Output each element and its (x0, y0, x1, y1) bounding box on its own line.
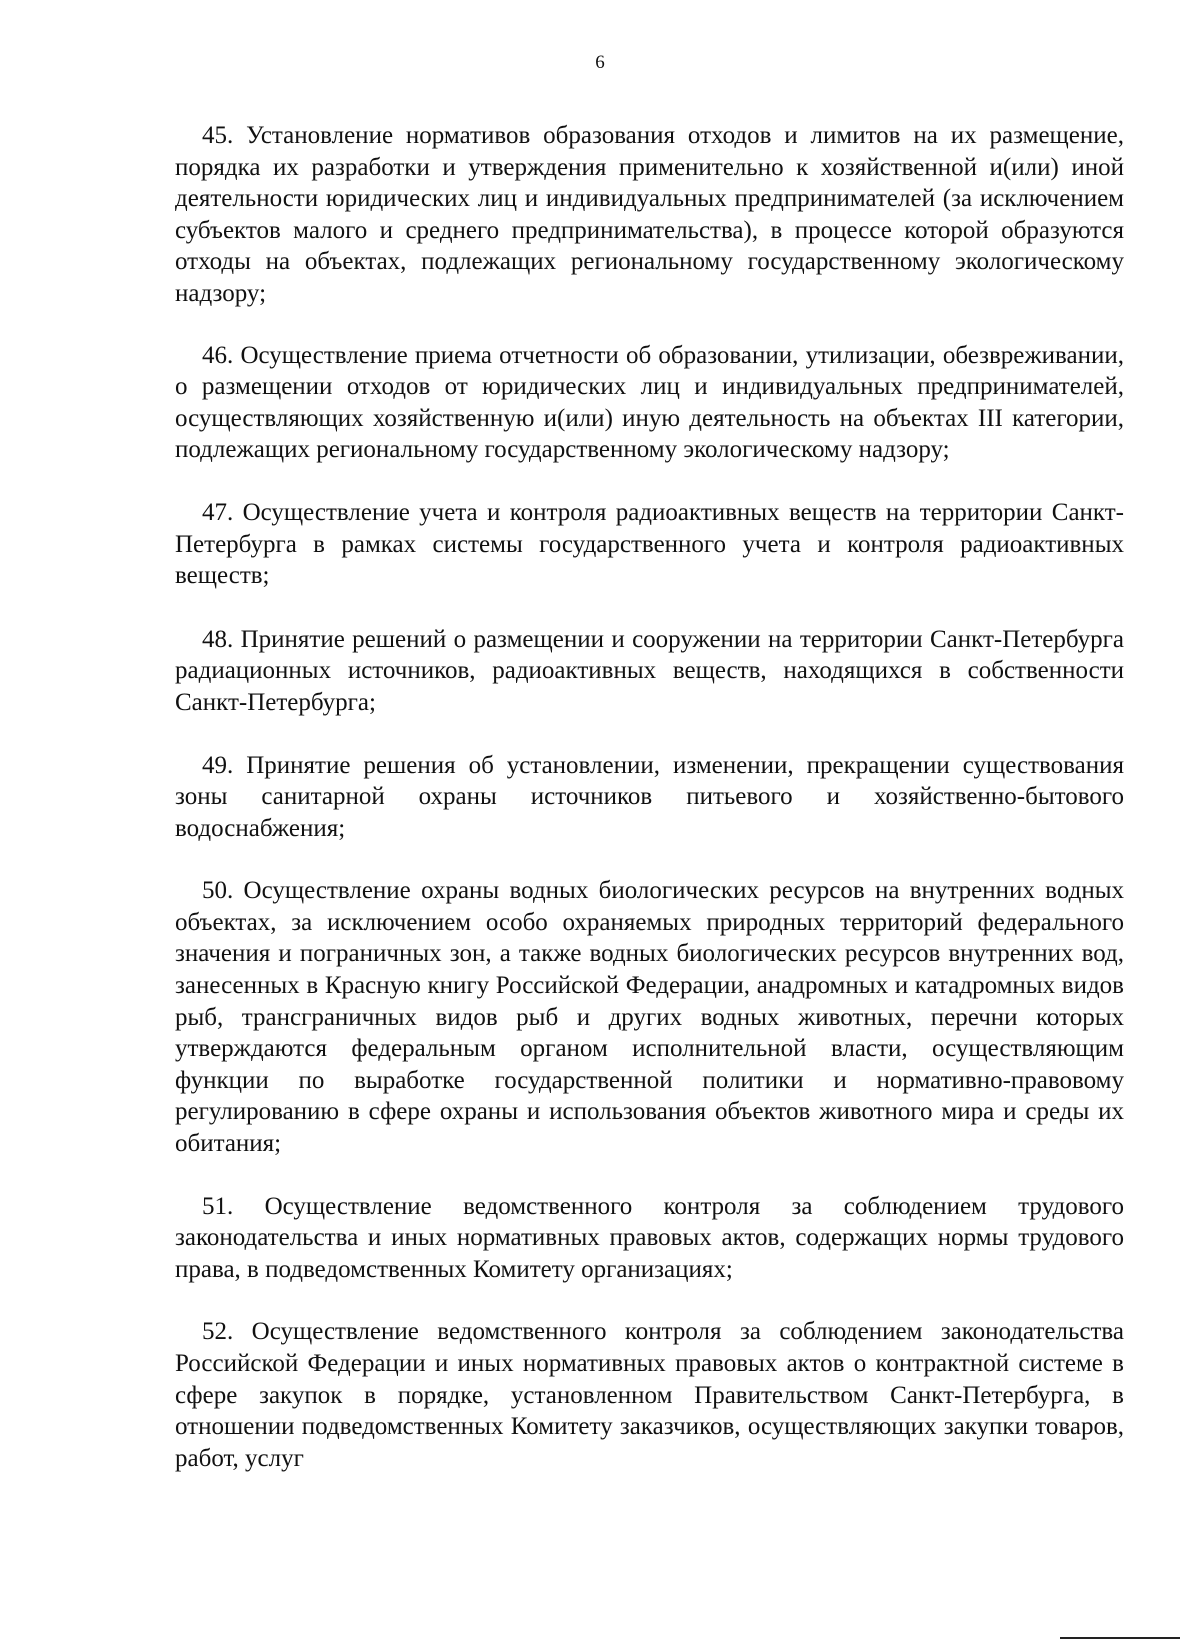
page-number: 6 (595, 52, 605, 73)
paragraph-49: 49. Принятие решения об установлении, изменении, прекращении существования зоны санитарной охраны источников питьевого и хозяйственно-бытового водоснабжения; (175, 751, 1124, 842)
paragraph-48: 48. Принятие решений о размещении и сооружении на территории Санкт-Петербурга радиационных источников, радиоактивных веществ, находящихся в собственности Санкт-Петербурга; (175, 625, 1124, 716)
paragraph-47: 47. Осуществление учета и контроля радиоактивных веществ на территории Санкт-Петербурга в рамках системы государственного учета и контроля радиоактивных веществ; (175, 498, 1124, 590)
paragraph-50: 50. Осуществление охраны водных биологических ресурсов на внутренних водных объектах, за исключением особо охраняемых природных территорий федерального значения и пограничных зон, а также водных биологических ресурсов внутренних вод, занесенных в Красную книгу Российской Федерации, анадромных и катадромных видов рыб, трансграничных видов рыб и других водных животных, перечни которых утверждаются федеральным органом исполнительной власти, осуществляющим функции по выработке государственной политики и нормативно-правовому регулированию в сфере охраны и использования объектов животного мира и среды их обитания; (175, 877, 1124, 1158)
paragraph-45: 45. Установление нормативов образования отходов и лимитов на их размещение, порядка их разработки и утверждения применительно к хозяйственной и(или) иной деятельности юридических лиц и индивидуальных предпринимателей (за исключением субъектов малого и среднего предпринимательства), в процессе которой образуются отходы на объектах, подлежащих региональному государственному экологическому надзору; (175, 122, 1124, 307)
page-edge-rule (1060, 1637, 1180, 1639)
document-body (175, 120, 1124, 1474)
paragraph-52: 52. Осуществление ведомственного контроля за соблюдением законодательства Российской Федерации и иных нормативных правовых актов о контрактной системе в сфере закупок в порядке, установленном Правительством Санкт-Петербурга, в отношении подведомственных Комитету заказчиков, осуществляющих закупки товаров, работ, услуг (175, 1318, 1124, 1472)
paragraph-46: 46. Осуществление приема отчетности об образовании, утилизации, обезвреживании, о размещении отходов от юридических лиц и индивидуальных предпринимателей, осуществляющих хозяйственную и(или) иную деятельность на объектах III категории, подлежащих региональному государственному экологическому надзору; (175, 341, 1124, 464)
paragraph-51: 51. Осуществление ведомственного контроля за соблюдением трудового законодательства и иных нормативных правовых актов, содержащих нормы трудового права, в подведомственных Комитету организациях; (175, 1192, 1124, 1283)
